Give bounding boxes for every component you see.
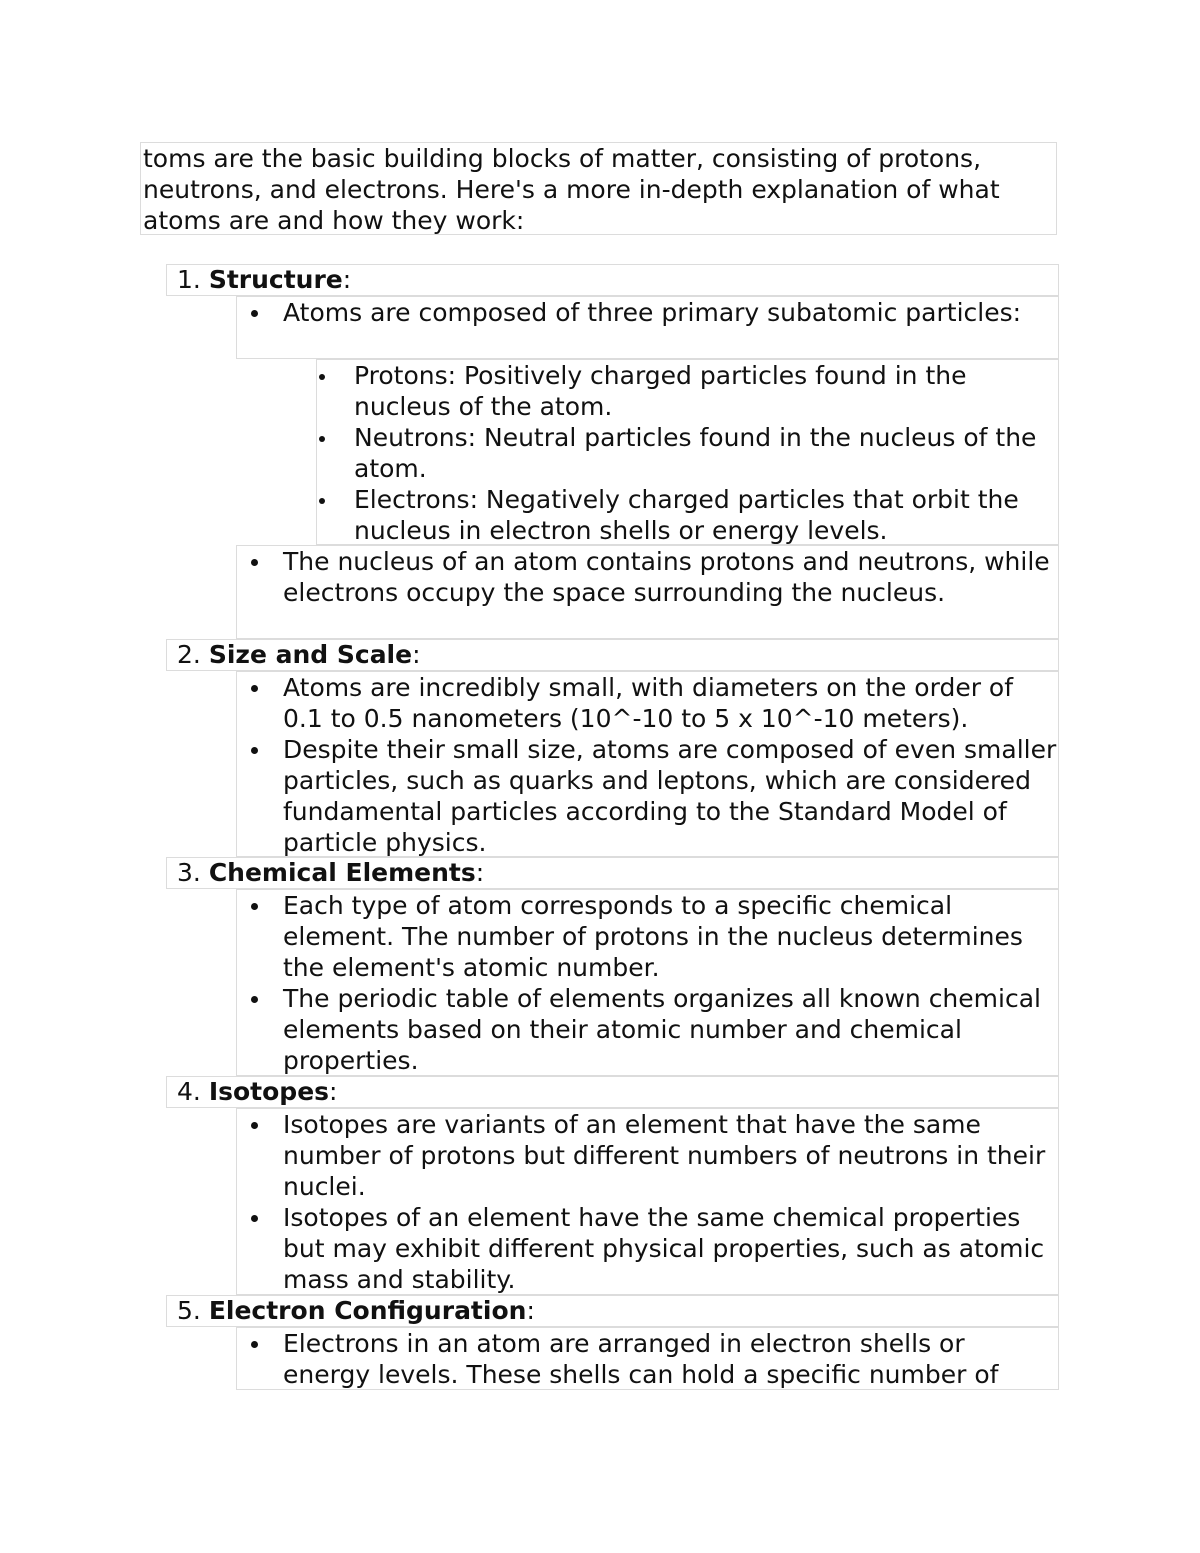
section-heading-isotopes (166, 1076, 1059, 1108)
bullet-list (236, 545, 1059, 639)
list-item: Electrons: Negatively charged particles that orbit the nucleus in electron shells or energy levels. (317, 484, 1058, 546)
bullet-dot-icon (319, 498, 325, 504)
bullet-dot-icon (319, 436, 325, 442)
section-number: 5. (177, 1296, 201, 1325)
section-suffix: : (342, 265, 352, 294)
list-item: Despite their small size, atoms are composed of even smaller particles, such as quarks and leptons, which are considered fundamental particles according to the Standard Model of particle physics. (237, 734, 1058, 858)
bullet-list (236, 1327, 1059, 1390)
section-heading-electron-configuration (166, 1295, 1059, 1327)
section-number: 2. (177, 640, 201, 669)
section-title: Isotopes (208, 1077, 330, 1106)
section-number: 1. (177, 265, 201, 294)
bullet-dot-icon (251, 1215, 258, 1222)
section-title: Structure (208, 265, 343, 294)
list-item: The periodic table of elements organizes all known chemical elements based on their atomic number and chemical properties. (237, 983, 1058, 1076)
sub-bullet-list (316, 359, 1059, 545)
bullet-list (236, 889, 1059, 1076)
bullet-dot-icon (251, 747, 258, 754)
bullet-list (236, 671, 1059, 857)
section-suffix: : (329, 1077, 338, 1106)
intro-text: toms are the basic building blocks of matter, consisting of protons, neutrons, and electrons. Here's a more in-depth explanation of what atoms are and how they work: (143, 144, 1000, 235)
section-number: 4. (177, 1077, 201, 1106)
bullet-dot-icon (251, 996, 258, 1003)
section-title: Size and Scale (208, 640, 413, 669)
list-item: Atoms are incredibly small, with diameters on the order of 0.1 to 0.5 nanometers (10^-10 to 5 x 10^-10 meters). (237, 672, 1058, 734)
section-heading-structure (166, 264, 1059, 296)
bullet-list (236, 1108, 1059, 1295)
bullet-dot-icon (251, 1341, 258, 1348)
list-item: Protons: Positively charged particles found in the nucleus of the atom. (317, 360, 1058, 422)
section-heading-chemical-elements (166, 857, 1059, 889)
section-title: Electron Configuration (208, 1296, 527, 1325)
list-item: Atoms are composed of three primary subatomic particles: (237, 297, 1058, 328)
list-item: The nucleus of an atom contains protons and neutrons, while electrons occupy the space surrounding the nucleus. (237, 546, 1058, 608)
section-suffix: : (475, 858, 485, 887)
list-item: Isotopes are variants of an element that have the same number of protons but different numbers of neutrons in their nuclei. (237, 1109, 1058, 1202)
list-item: Each type of atom corresponds to a specific chemical element. The number of protons in the nucleus determines the element's atomic number. (237, 890, 1058, 983)
list-item: Neutrons: Neutral particles found in the nucleus of the atom. (317, 422, 1058, 484)
bullet-dot-icon (251, 903, 258, 910)
intro-paragraph (140, 142, 1057, 235)
bullet-dot-icon (251, 1122, 258, 1129)
bullet-list (236, 296, 1059, 359)
section-title: Chemical Elements (208, 858, 476, 887)
bullet-dot-icon (319, 374, 325, 380)
bullet-dot-icon (251, 310, 258, 317)
bullet-dot-icon (251, 685, 258, 692)
section-suffix: : (526, 1296, 535, 1325)
section-number: 3. (177, 858, 201, 887)
section-heading-size-and-scale (166, 639, 1059, 671)
list-item: Isotopes of an element have the same chemical properties but may exhibit different physical properties, such as atomic mass and stability. (237, 1202, 1058, 1295)
section-suffix: : (412, 640, 421, 669)
list-item: Electrons in an atom are arranged in electron shells or energy levels. These shells can hold a specific number of (237, 1328, 1058, 1390)
bullet-dot-icon (251, 559, 258, 566)
